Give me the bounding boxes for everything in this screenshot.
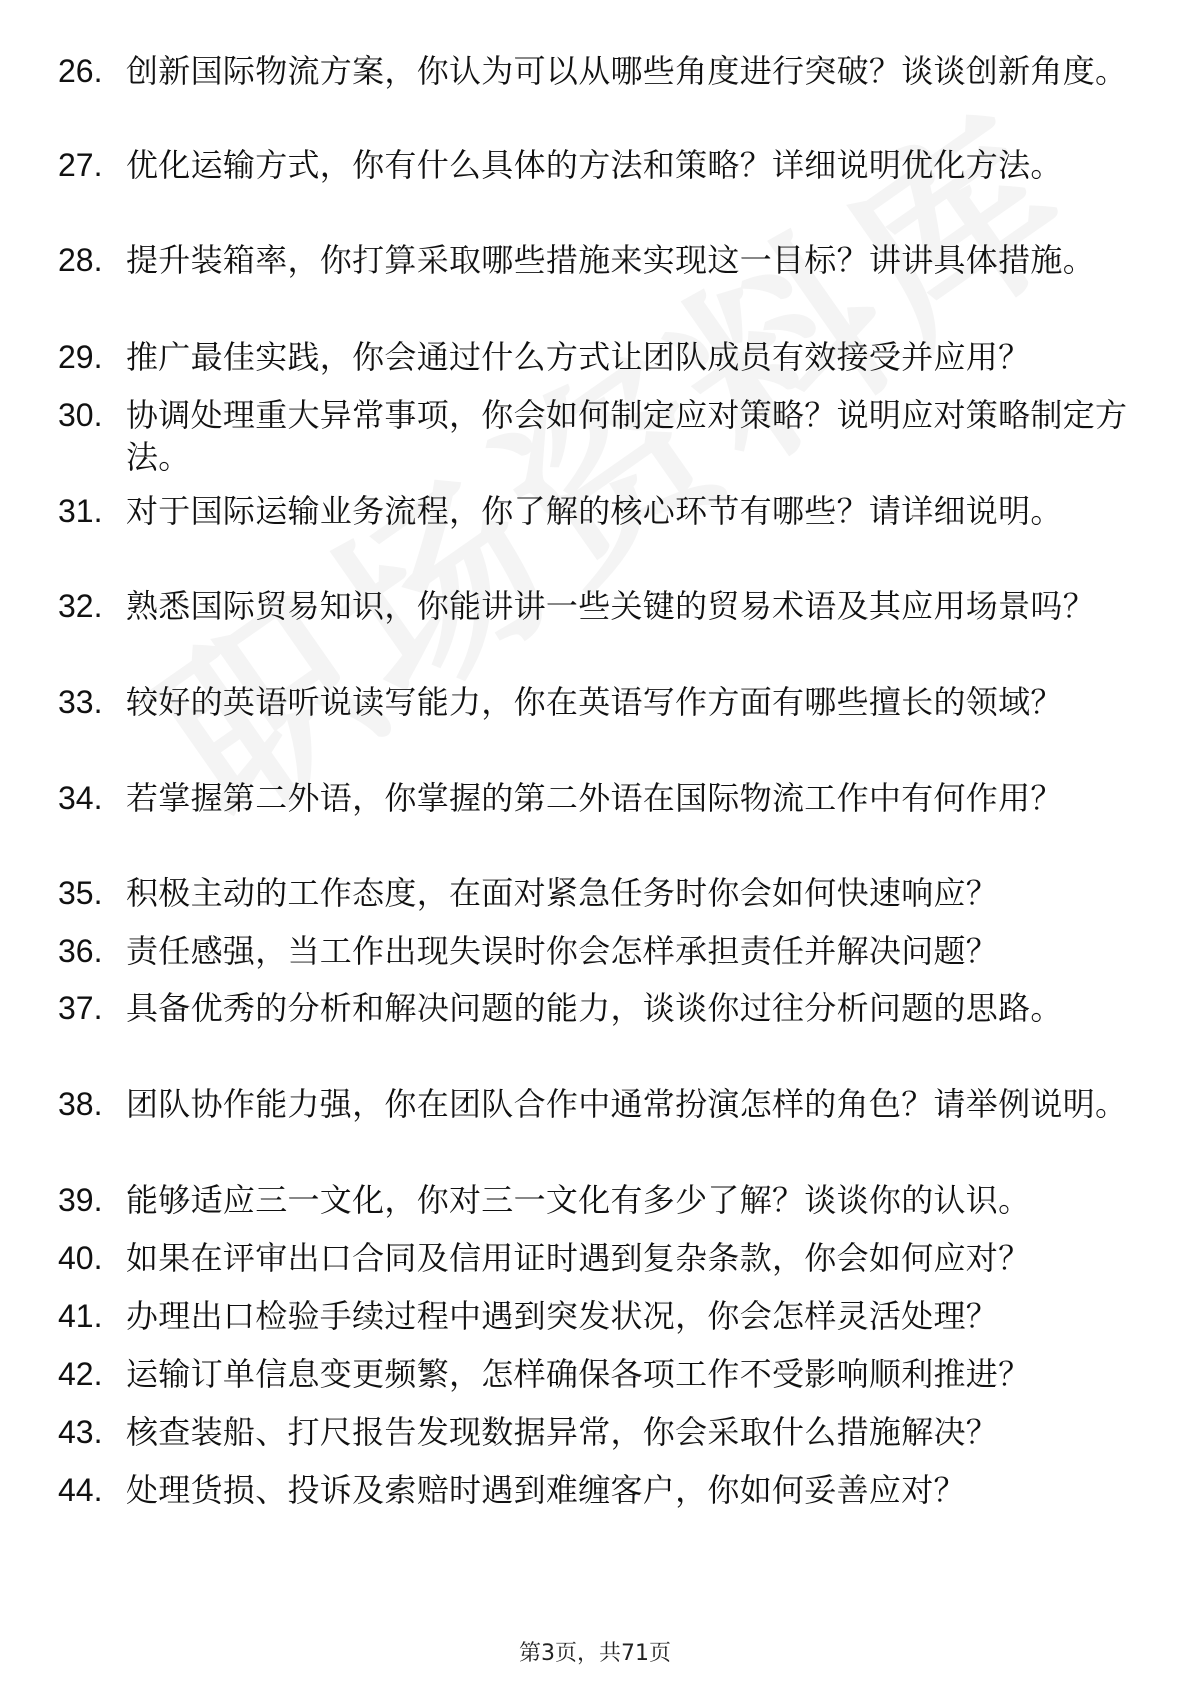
question-number: 30. — [58, 397, 103, 433]
question-item — [58, 1411, 1138, 1453]
question-item — [58, 1083, 1138, 1125]
question-text: 如果在评审出口合同及信用证时遇到复杂条款，你会如何应对？ — [126, 1239, 1031, 1277]
question-text: 推广最佳实践，你会通过什么方式让团队成员有效接受并应用？ — [126, 338, 1031, 376]
question-item — [58, 50, 1138, 92]
question-text: 能够适应三一文化，你对三一文化有多少了解？谈谈你的认识。 — [126, 1181, 1031, 1219]
question-item — [58, 336, 1138, 378]
question-text: 熟悉国际贸易知识，你能讲讲一些关键的贸易术语及其应用场景吗？ — [126, 587, 1096, 625]
question-number: 39. — [58, 1182, 103, 1218]
question-text: 优化运输方式，你有什么具体的方法和策略？详细说明优化方法。 — [126, 146, 1063, 184]
question-number: 37. — [58, 990, 103, 1026]
question-item — [58, 1469, 1138, 1511]
question-text: 提升装箱率，你打算采取哪些措施来实现这一目标？讲讲具体措施。 — [126, 241, 1096, 279]
question-text: 积极主动的工作态度，在面对紧急任务时你会如何快速响应？ — [126, 874, 999, 912]
question-item — [58, 1353, 1138, 1395]
question-number: 32. — [58, 588, 103, 624]
question-text: 办理出口检验手续过程中遇到突发状况，你会怎样灵活处理？ — [126, 1297, 999, 1335]
question-item — [58, 144, 1138, 186]
question-number: 36. — [58, 933, 103, 969]
question-text: 较好的英语听说读写能力，你在英语写作方面有哪些擅长的领域？ — [126, 683, 1063, 721]
question-number: 38. — [58, 1086, 103, 1122]
question-number: 27. — [58, 147, 103, 183]
question-text: 处理货损、投诉及索赔时遇到难缠客户，你如何妥善应对？ — [126, 1471, 966, 1509]
question-number: 44. — [58, 1472, 103, 1508]
question-text: 责任感强，当工作出现失误时你会怎样承担责任并解决问题？ — [126, 932, 999, 970]
page-footer: 第3页，共71页 — [519, 1641, 671, 1666]
question-text: 对于国际运输业务流程，你了解的核心环节有哪些？请详细说明。 — [126, 492, 1063, 530]
question-number: 35. — [58, 875, 103, 911]
question-item — [58, 681, 1138, 723]
question-number: 34. — [58, 780, 103, 816]
question-text: 协调处理重大异常事项，你会如何制定应对策略？说明应对策略制定方法。 — [126, 396, 1128, 476]
question-number: 26. — [58, 53, 103, 89]
question-number: 42. — [58, 1356, 103, 1392]
question-number: 33. — [58, 684, 103, 720]
question-item — [58, 239, 1138, 281]
question-item — [58, 1295, 1138, 1337]
question-text: 创新国际物流方案，你认为可以从哪些角度进行突破？谈谈创新角度。 — [126, 52, 1128, 90]
question-item — [58, 394, 1138, 478]
question-item — [58, 872, 1138, 914]
question-item — [58, 585, 1138, 627]
question-text: 核查装船、打尺报告发现数据异常，你会采取什么措施解决？ — [126, 1413, 999, 1451]
question-number: 40. — [58, 1240, 103, 1276]
question-number: 31. — [58, 493, 103, 529]
question-text: 团队协作能力强，你在团队合作中通常扮演怎样的角色？请举例说明。 — [126, 1085, 1128, 1123]
question-text: 运输订单信息变更频繁，怎样确保各项工作不受影响顺利推进？ — [126, 1355, 1031, 1393]
question-item — [58, 490, 1138, 532]
question-item — [58, 777, 1138, 819]
question-text: 若掌握第二外语，你掌握的第二外语在国际物流工作中有何作用？ — [126, 779, 1063, 817]
question-item — [58, 1179, 1138, 1221]
question-item — [58, 930, 1138, 972]
question-number: 28. — [58, 242, 103, 278]
question-text: 具备优秀的分析和解决问题的能力，谈谈你过往分析问题的思路。 — [126, 989, 1063, 1027]
question-number: 43. — [58, 1414, 103, 1450]
question-item — [58, 987, 1138, 1029]
question-item — [58, 1237, 1138, 1279]
question-number: 29. — [58, 339, 103, 375]
question-number: 41. — [58, 1298, 103, 1334]
